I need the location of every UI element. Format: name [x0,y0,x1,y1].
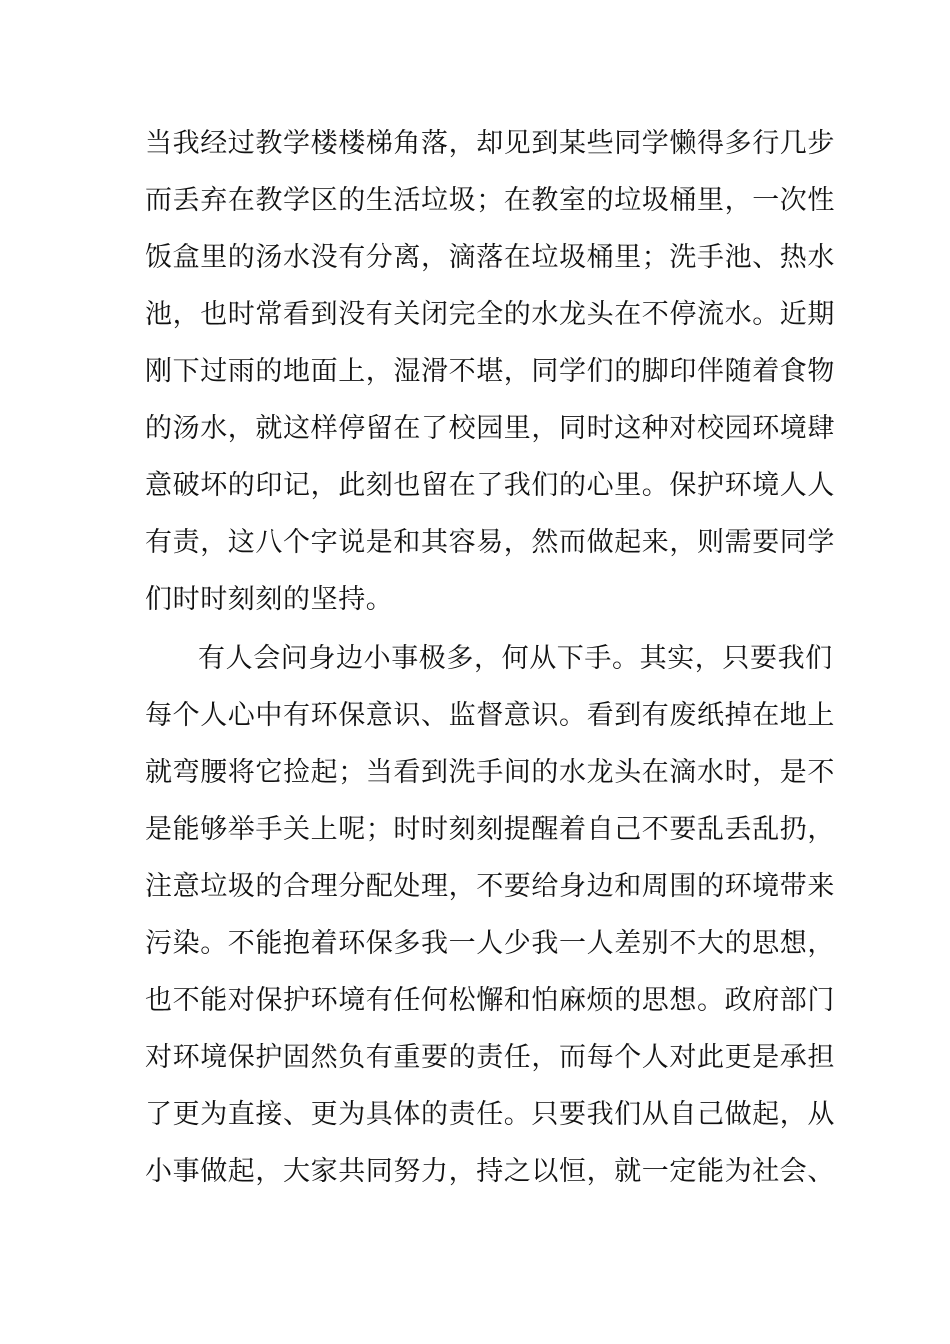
paragraph-line: 注意垃圾的合理分配处理，不要给身边和周围的环境带来 [145,871,835,902]
paragraph-line: 每个人心中有环保意识、监督意识。看到有废纸掉在地上 [145,700,835,731]
paragraph-line: 小事做起，大家共同努力，持之以恒，就一定能为社会、 [145,1156,835,1187]
paragraph-line: 意破坏的印记，此刻也留在了我们的心里。保护环境人人 [145,470,835,501]
paragraph-line: 对环境保护固然负有重要的责任，而每个人对此更是承担 [145,1042,835,1073]
paragraph-line: 饭盒里的汤水没有分离，滴落在垃圾桶里；洗手池、热水 [145,242,835,273]
paragraph-line: 污染。不能抱着环保多我一人少我一人差别不大的思想， [145,928,835,959]
paragraph-line: 池，也时常看到没有关闭完全的水龙头在不停流水。近期 [145,299,835,330]
paragraph-line: 就弯腰将它捡起；当看到洗手间的水龙头在滴水时，是不 [145,757,835,788]
paragraph-line: 有责，这八个字说是和其容易，然而做起来，则需要同学 [145,527,835,558]
paragraph-line: 了更为直接、更为具体的责任。只要我们从自己做起，从 [145,1099,835,1130]
paragraph-line: 有人会问身边小事极多，何从下手。其实，只要我们 [198,643,833,674]
paragraph-line: 的汤水，就这样停留在了校园里，同时这种对校园环境肆 [145,413,835,444]
paragraph-1 [145,115,835,628]
paragraph-line: 而丢弃在教学区的生活垃圾；在教室的垃圾桶里，一次性 [145,185,835,216]
paragraph-line: 也不能对保护环境有任何松懈和怕麻烦的思想。政府部门 [145,985,835,1016]
paragraph-line: 是能够举手关上呢；时时刻刻提醒着自己不要乱丢乱扔， [145,814,835,845]
paragraph-line: 当我经过教学楼楼梯角落，却见到某些同学懒得多行几步 [145,128,835,159]
paragraph-line: 刚下过雨的地面上，湿滑不堪，同学们的脚印伴随着食物 [145,356,835,387]
paragraph-line: 们时时刻刻的坚持。 [145,584,394,615]
paragraph-2 [145,630,835,1200]
